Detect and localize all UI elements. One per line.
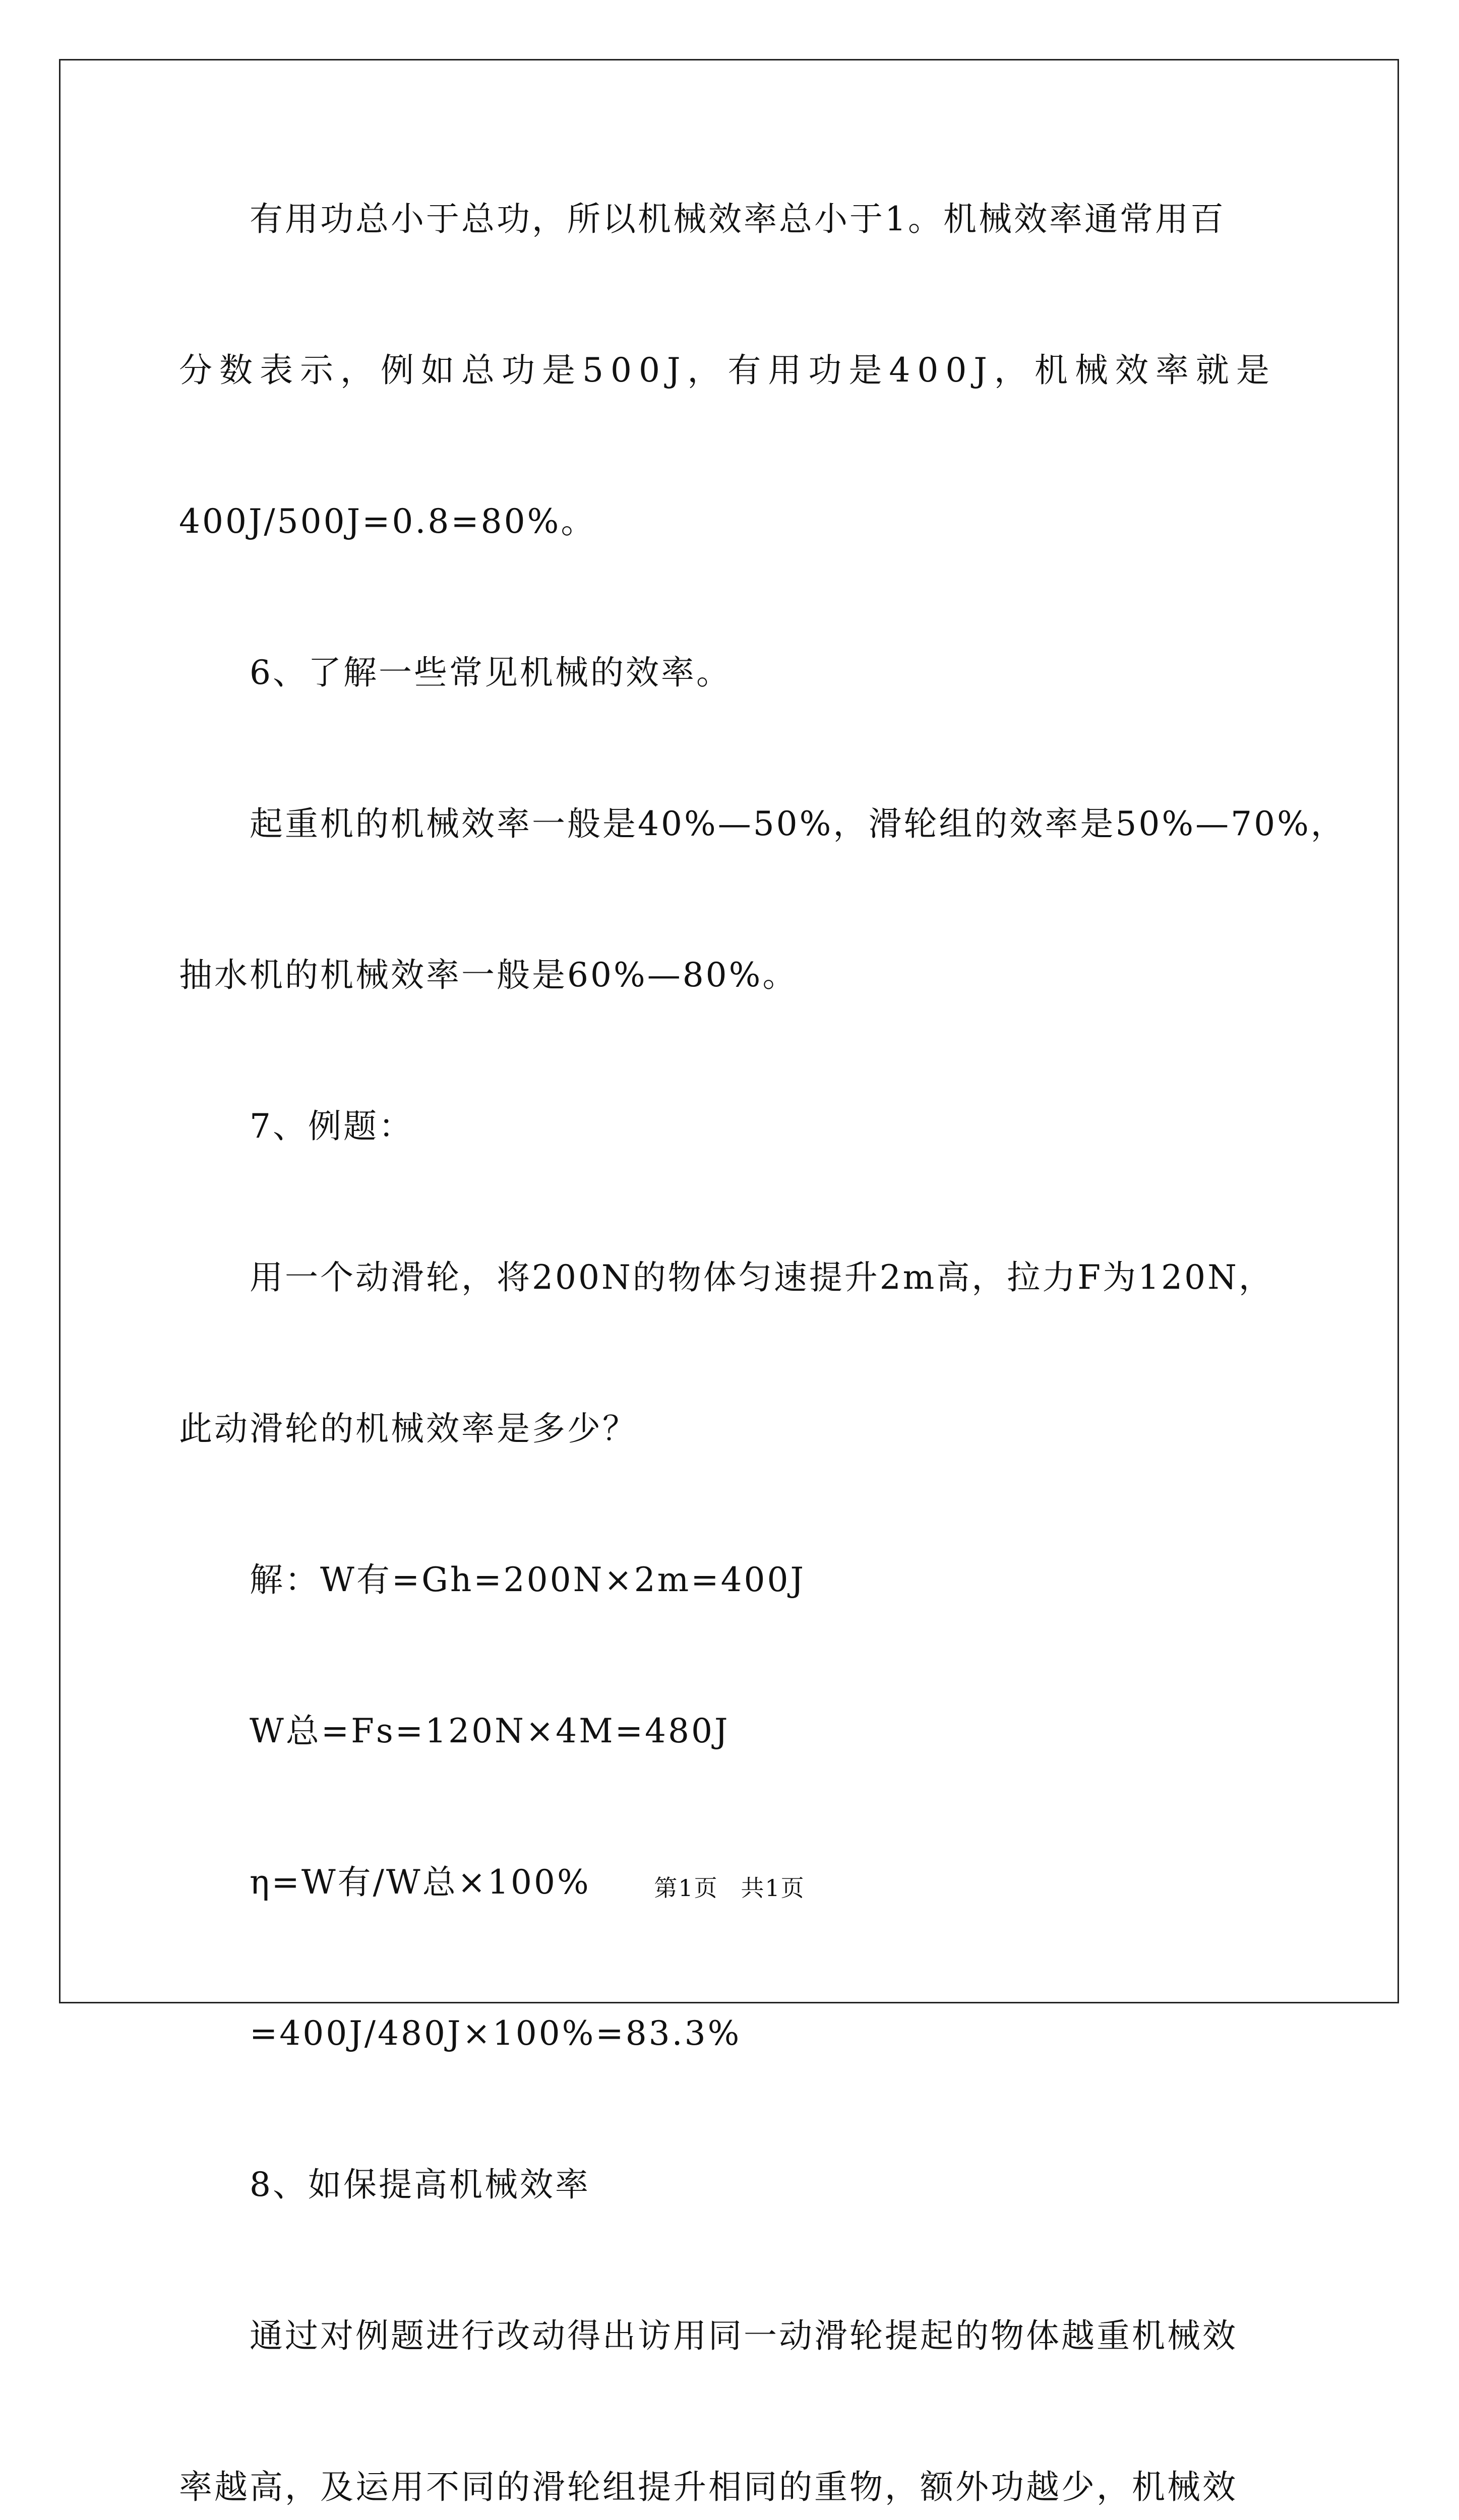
section-heading-6: 6、了解一些常见机械的效率。: [250, 653, 732, 692]
page-footer: [0, 1873, 1459, 1903]
section-heading-8: 8、如保提高机械效率: [250, 2165, 590, 2204]
solution-line: 解：W有=Gh=200N×2m=400J: [250, 1560, 806, 1599]
page-total: 共1页: [741, 1874, 805, 1902]
solution-line: W总=Fs=120N×4M=480J: [250, 1712, 730, 1750]
page-number: 第1页: [654, 1874, 718, 1902]
section-heading-7: 7、例题：: [250, 1107, 414, 1146]
paragraph-line: 起重机的机械效率一般是40%—50%，滑轮组的效率是50%—70%，: [250, 804, 1346, 843]
paragraph-line: 用一个动滑轮，将200N的物体匀速提升2m高，拉力F为120N，: [250, 1258, 1274, 1297]
solution-line: =400J/480J×100%=83.3%: [250, 2014, 742, 2053]
paragraph-line: 400J/500J=0.8=80%。: [179, 502, 596, 541]
document-body: [179, 194, 1346, 2520]
solution-line: η=W有/W总×100%: [250, 1863, 591, 1902]
paragraph-line: 有用功总小于总功，所以机械效率总小于1。机械效率通常用百: [250, 200, 1226, 238]
paragraph-line: 抽水机的机械效率一般是60%—80%。: [179, 956, 798, 994]
paragraph-line: 分数表示，例如总功是500J，有用功是400J，机械效率就是: [179, 351, 1276, 390]
paragraph-line: 通过对例题进行改动得出访用同一动滑轮提起的物体越重机械效: [250, 2316, 1238, 2355]
paragraph-line: 率越高，及运用不同的滑轮组提升相同的重物，额外功越少，机械效: [179, 2468, 1238, 2506]
paragraph-line: 此动滑轮的机械效率是多少？: [179, 1409, 638, 1448]
